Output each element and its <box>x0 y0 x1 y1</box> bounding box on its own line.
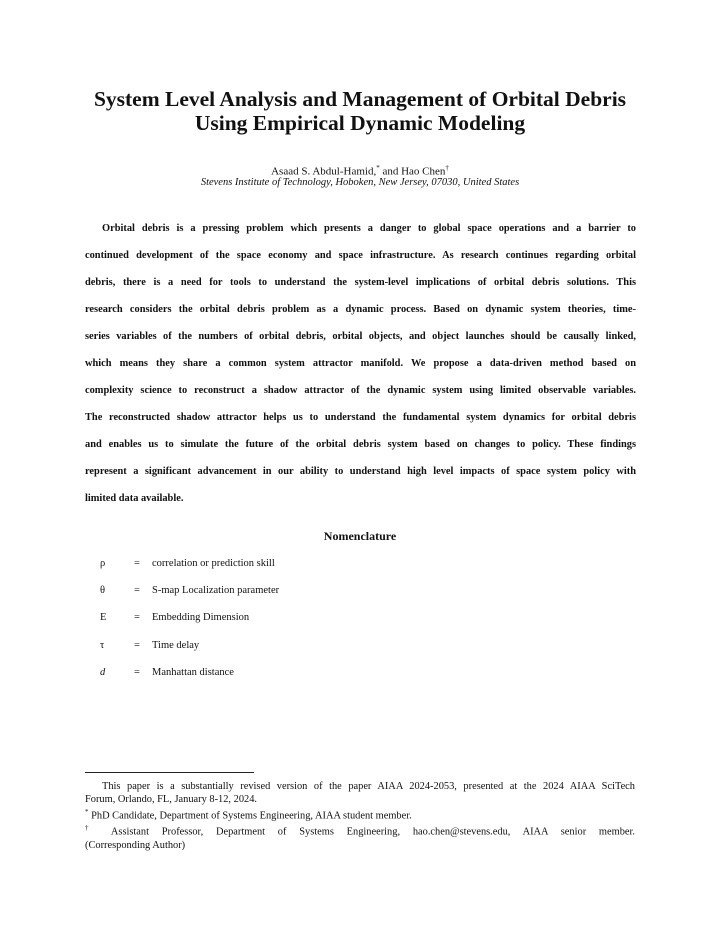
title-line-2: Using Empirical Dynamic Modeling <box>194 111 526 135</box>
abstract-line: and enables us to simulate the future of the orbital debris system based on changes to policy. These findings <box>85 439 636 450</box>
footnote-line: (Corresponding Author) <box>85 839 186 851</box>
nomenclature-definition: Manhattan distance <box>152 667 234 678</box>
nomenclature-symbol: ρ <box>100 558 106 569</box>
affiliation: Stevens Institute of Technology, Hoboken, New Jersey, 07030, United States <box>200 177 520 188</box>
footnote-text: PhD Candidate, Department of Systems Engineering, AIAA student member. <box>88 810 412 822</box>
abstract-line: continued development of the space economy and space infrastructure. As research continues regarding orbital <box>85 250 636 261</box>
abstract <box>85 215 636 512</box>
footnote-author-1 <box>85 806 635 822</box>
footnote-line: This paper is a substantially revised version of the paper AIAA 2024-2053, presented at the 2024 AIAA SciTech <box>102 781 635 792</box>
nomenclature-symbol: τ <box>100 640 105 651</box>
abstract-line: series variables of the numbers of orbital debris, orbital objects, and object launches should be causally linked, <box>85 331 636 342</box>
nomenclature-definition: correlation or prediction skill <box>152 558 275 569</box>
abstract-line: The reconstructed shadow attractor helps us to understand the fundamental system dynamics for orbital debris <box>85 412 636 423</box>
nomenclature-equals: = <box>134 640 140 651</box>
nomenclature-heading: Nomenclature <box>323 529 397 543</box>
footnote-mark: * <box>85 808 89 816</box>
footnote-rule <box>85 772 254 773</box>
author-2: and Hao Chen <box>379 165 446 178</box>
nomenclature-symbol: E <box>100 612 107 623</box>
nomenclature-definition: Time delay <box>152 640 200 651</box>
footnotes <box>85 780 635 852</box>
footnote-author-2 <box>85 822 635 851</box>
nomenclature-equals: = <box>134 558 140 569</box>
abstract-line: debris, there is a need for tools to understand the system-level implications of orbital debris solutions. This <box>85 277 636 288</box>
footnote-line: Forum, Orlando, FL, January 8-12, 2024. <box>85 794 258 805</box>
nomenclature-symbol: d <box>100 667 106 678</box>
abstract-line: limited data available. <box>85 493 184 504</box>
nomenclature-equals: = <box>134 585 140 596</box>
abstract-line: complexity science to reconstruct a shadow attractor of the dynamic system using limited observable variables. <box>85 385 636 396</box>
paper-title <box>60 87 660 135</box>
abstract-line: represent a significant advancement in our ability to understand high level impacts of space system policy with <box>85 466 636 477</box>
footnote-text: Assistant Professor, Department of Systems Engineering, hao.chen@stevens.edu, AIAA senior member. <box>98 826 636 838</box>
nomenclature-equals: = <box>134 667 140 678</box>
abstract-line: Orbital debris is a pressing problem which presents a danger to global space operations and a barrier to <box>102 223 636 234</box>
nomenclature-definition: S-map Localization parameter <box>152 585 280 596</box>
author-1-mark: * <box>376 164 380 172</box>
nomenclature-symbol: θ <box>100 585 106 596</box>
author-1: Asaad S. Abdul-Hamid, <box>271 165 377 178</box>
author-2-mark: † <box>445 164 449 172</box>
abstract-line: which means they share a common system attractor manifold. We propose a data-driven method based on <box>85 358 636 369</box>
abstract-line: research considers the orbital debris problem as a dynamic process. Based on dynamic system theories, time- <box>85 304 636 315</box>
nomenclature-equals: = <box>134 612 140 623</box>
nomenclature-definition: Embedding Dimension <box>152 612 250 623</box>
title-line-1: System Level Analysis and Management of Orbital Debris <box>93 87 627 111</box>
footnote-mark: † <box>85 824 99 833</box>
footnote-revision <box>85 780 635 806</box>
